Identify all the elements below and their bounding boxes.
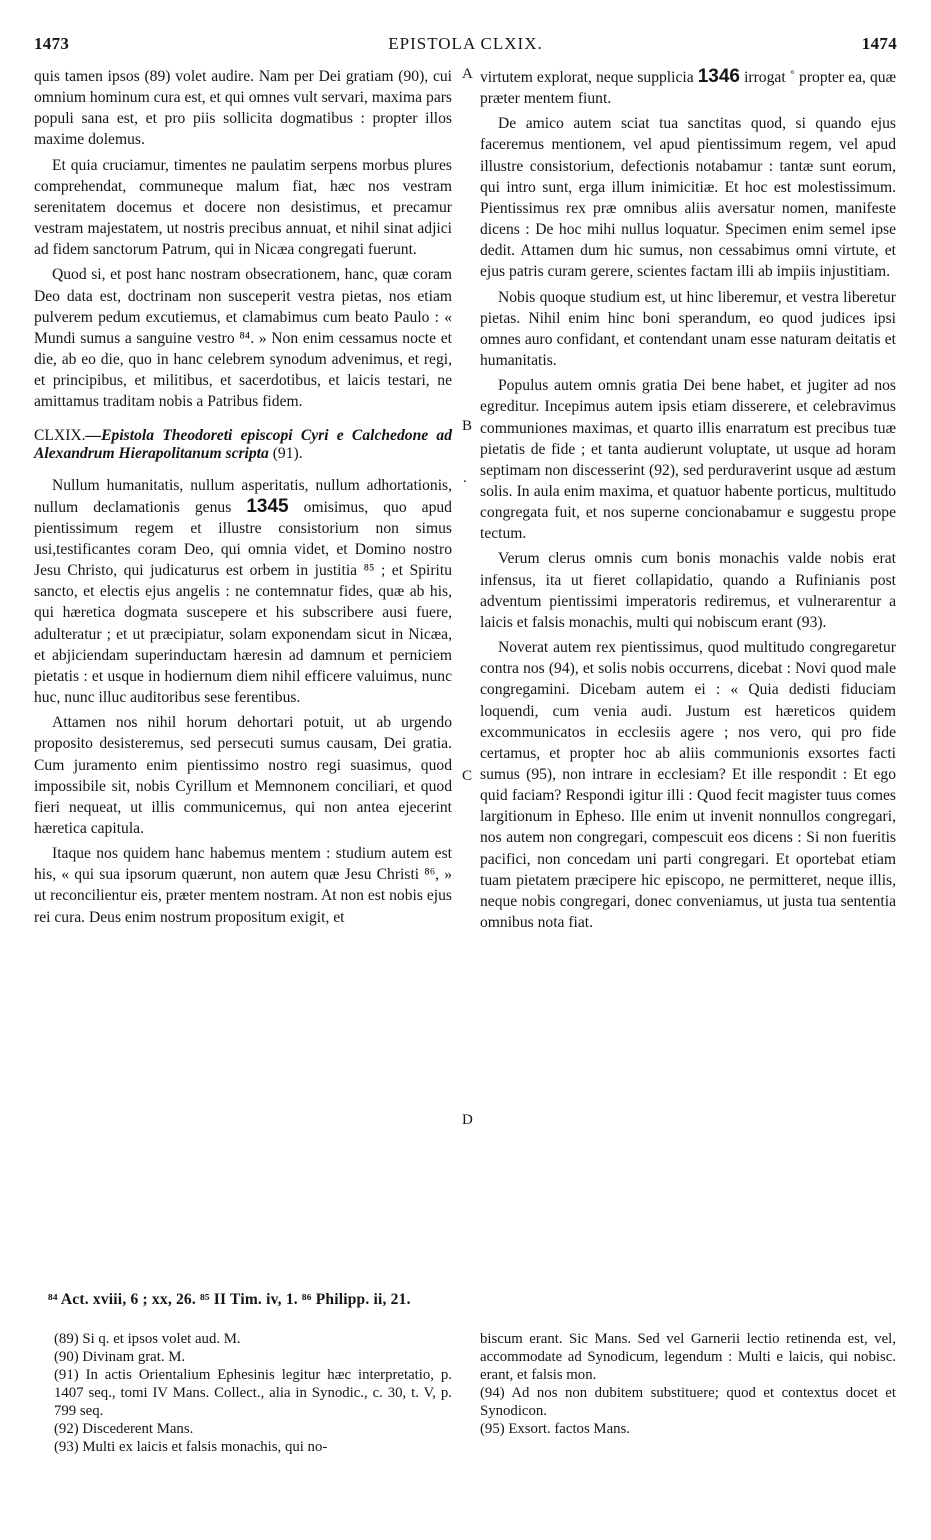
paragraph: Verum clerus omnis cum bonis monachis valde nobis erat infensus, ita ut fieret collapidatio, quando a Rufinianis post adventum pientissimi imperatoris rediremus, et vulnerarentur a laicis et falsis monachis, multi qui nobiscum erant (93).: [480, 550, 896, 631]
paragraph: [480, 66, 896, 109]
paragraph: [34, 475, 452, 709]
epistle-title: —Epistola Theodoreti episcopi Cyri e Calchedone ad Alexandrum Hierapolitanum scripta: [34, 426, 452, 462]
paragraph: Nobis quoque studium est, ut hinc liberemur, et vestra liberetur pietas. Nihil enim hinc boni sperandum, eo quod judices ipsi omnes auro confidant, et contendant unam esse naturam deitatis et humanitatis.: [480, 288, 896, 370]
margin-letter-d: D: [462, 1112, 473, 1128]
footnote: (95) Exsort. factos Mans.: [480, 1421, 630, 1437]
footnotes-right: [480, 1330, 896, 1438]
paragraph: Noverat autem rex pientissimus, quod multitudo congregaretur contra nos (94), et solis nobis occurrens, dicebat : Novi quod male congregamini. Dicebam autem ei : « Quia dedisti fiduciam loquendi, cum venia audi. Justum est hæreticos quidem excommunicatos in ecclesiis agere ; nos vero, qui pro fide certamus, et propter hoc ab aliis communionis exsortes facti sumus (95), non intrare in ecclesiam? Et ille respondit : Et ego quid faciam? Respondi igitur illi : Quod fecit magister tuus comes largitionum in Epheso. Ille enim ut invenit nonnullos congregari, nos autem non congregari, compescuit eos dicens : Si non fueritis pacifici, non concedam uni parti congregari. Et oportebat etiam tuam pietatem præcipere hic episcopo, ne permitteret, neque illis, neque nobis congregari, donec conveniamus, ut justa tua sententia omnibus nota fiat.: [480, 639, 896, 932]
column-number: 1346: [697, 66, 740, 87]
running-title: EPISTOLA CLXIX.: [388, 34, 543, 53]
paragraph: Attamen nos nihil horum dehortari potuit, ut ab urgendo proposito desisteremus, sed persecuti sumus causam, Dei gratia. Cum juramento enim pientissimo nostro regi suasimus, quod impossibile sit, nobis Cyrillum et Memnonem conciliari, et quod fieri nequeat, ut illis communicemus, qui non antea ejecerint hæretica capitula.: [34, 714, 452, 837]
epistle-note-ref: (91).: [272, 444, 303, 462]
footnote: (92) Discederent Mans.: [54, 1421, 194, 1437]
paragraph-text: Nullum humanitatis, nullum asperitatis, nullum adhortationis, nullum declamationis genus: [34, 476, 452, 516]
footnote: (94) Ad nos non dubitem substituere; quod et contextus docet et Synodicon.: [480, 1385, 896, 1419]
margin-letter-a: A: [462, 66, 473, 82]
scripture-references: ⁸⁴ Act. xviii, 6 ; xx, 26. ⁸⁵ II Tim. iv, 1. ⁸⁶ Philipp. ii, 21.: [48, 1291, 411, 1308]
paragraph-text: irrogat ˚ propter ea, quæ præter mentem fiunt.: [480, 69, 896, 108]
column-number: 1345: [246, 495, 289, 517]
footnote: (90) Divinam grat. M.: [54, 1349, 186, 1365]
footnotes-left: [54, 1330, 452, 1456]
footnote: (89) Si q. et ipsos volet aud. M.: [54, 1331, 241, 1347]
epistle-number: CLXIX.: [34, 426, 86, 444]
left-column: [34, 66, 452, 932]
right-page-number: 1474: [861, 34, 897, 53]
left-page-number: 1473: [34, 34, 70, 53]
paragraph: Populus autem omnis gratia Dei bene habet, et jugiter ad nos egreditur. Incepimus autem ipsis etiam disserere, et celebravimus communiones maximas, et quarto illis enarratum est precibus tuæ pietatis de fide ; et tanta audierunt voluptate, ut usque ad horam septimam non discesserint (92), sed perduraverint usque ad æstum solis. In aula enim maxima, et quatuor habente porticus, multitudo congregata fuit, et nos superne concionabamur e suggestu prope tectum.: [480, 377, 896, 543]
paragraph-text: virtutem explorat, neque supplicia: [480, 69, 694, 86]
paragraph: De amico autem sciat tua sanctitas quod, si quando ejus faceremus mentionem, vel apud pientissimum regem, vel apud illustre consistorium, defectionis notabamur : tantæ sunt eorum, qui intro sunt, erga illum inimicitiæ. Et hoc est molestissimum. Pientissimus rex præ omnibus aliis aversatur nomen, manifeste dicens : De hoc mihi nullus loquatur. Specimen enim semel ipse dedit. Attamen dum hic sumus, non cessabimus omni virtute, et ejus patris curam gerere, scientes factam illi ab impiis injustitiam.: [480, 115, 896, 281]
epistle-heading: [34, 427, 452, 463]
footnote: biscum erant. Sic Mans. Sed vel Garnerii lectio retinenda est, vel, accommodate ad Synodicum, legendum : Multi e laicis, qui nobisc. erant, et falsis mon.: [480, 1331, 896, 1383]
paragraph: Itaque nos quidem hanc habemus mentem : studium autem est his, « qui sua ipsorum quærunt, non autem quæ Jesu Christi ⁸⁶, » ut reconcilientur eis, præter mentem nostram. At non est nobis ejus rei cura. Deus enim nostrum propositum exigit, et: [34, 845, 452, 926]
margin-letter-b: B: [462, 418, 473, 434]
margin-dot: .: [463, 470, 467, 486]
margin-letter-c: C: [462, 768, 473, 784]
footnote: (91) In actis Orientalium Ephesinis legitur hæc interpretatio, p. 1407 seq., tomi IV Mans. Collect., alia in Synodic., c. 30, t. V, p. 799 seq.: [54, 1367, 452, 1419]
footnote: (93) Multi ex laicis et falsis monachis, qui no-: [54, 1439, 328, 1455]
paragraph-text: omisimus, quo apud pientissimum regem et illustre consistorium non simus usi,testificantes coram Deo, qui omnia videt, et Domino nostro Jesu Christo, qui judicaturus est orbem in justitia ⁸⁵ ; et Spiritu sancto, et electis ejus angelis : ne contemnatur fides, quæ ab his, qui hæretica dogmata suscepere et his subscribere ausi fuere, adulteratur ; et ut præcipiatur, solam exponendam sicut in Nicæa, et abjiciendam superinductam hæresin ad damnum et perniciem pietatis : et usque in hodiernum diem nihil efficere valuimus, nunc huc, nunc illuc auditoribus sese ferentibus.: [34, 498, 452, 707]
paragraph: quis tamen ipsos (89) volet audire. Nam per Dei gratiam (90), cui omnium hominum cura est, et qui omnes vult servari, maxima pars populi sana est, et pro piis sollicita dogmatibus : propter illos maxime dolemus.: [34, 68, 452, 149]
right-column: [480, 66, 896, 937]
paragraph: Et quia cruciamur, timentes ne paulatim serpens morbus plures comprehendat, communeque malum fiat, hæc nos vestram serenitatem docemus et docere non desistimus, et precamur vestram majestatem, ut nostris precibus annuat, et nihil sinat adjici ad fidem sanctorum Patrum, qui in Nicæa congregati fuerunt.: [34, 156, 452, 259]
paragraph: Quod si, et post hanc nostram obsecrationem, hanc, quæ coram Deo data est, doctrinam non susceperit vestra pietas, nos etiam pulverem pedum excutiemus, et clamabimus cum beato Paulo : « Mundi sumus a sanguine vestro ⁸⁴. » Non enim cessamus nocte et die, ab eo die, quo in hanc celebrem synodum advenimus, et regi, et principibus, et militibus, et sacerdotibus, et laicis testari, ne amittamus traditam nobis a Patribus fidem.: [34, 266, 452, 411]
